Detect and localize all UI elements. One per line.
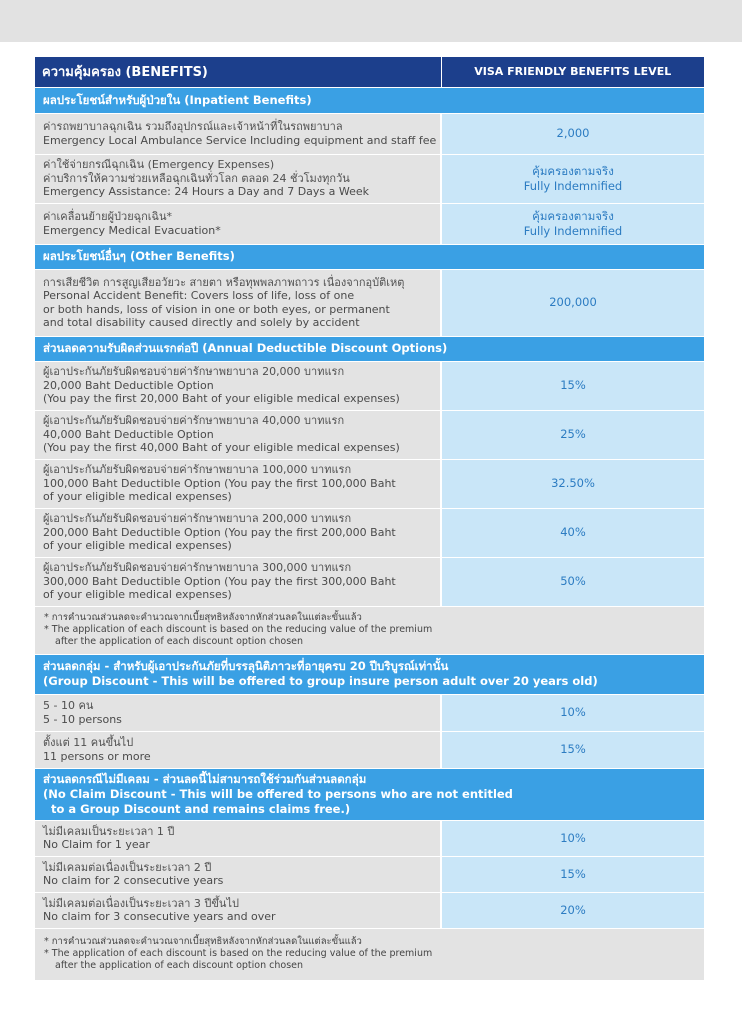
- footnote-row: [35, 606, 704, 654]
- row-value: 50%: [441, 557, 704, 606]
- row-text: Personal Accident Benefit: Covers loss of life, loss of one: [43, 289, 355, 302]
- footnote: [35, 928, 704, 980]
- table-row: [35, 459, 704, 508]
- row-value: 10%: [441, 820, 704, 856]
- row-text: ไม่มีเคลมต่อเนื่องเป็นระยะเวลา 3 ปีขึ้นไป: [43, 896, 239, 910]
- row-text: 11 persons or more: [43, 749, 151, 763]
- footnote-row: [35, 928, 704, 980]
- row-text: 100,000 Baht Deductible Option (You pay the first 100,000 Baht: [43, 476, 396, 490]
- row-text: No claim for 3 consecutive years and over: [43, 910, 276, 923]
- section-title-line: ส่วนลดกลุ่ม - สำหรับผู้เอาประกันภัยที่บรรลุนิติภาวะที่อายุครบ 20 ปีบริบูรณ์เท่านั้น: [43, 659, 449, 673]
- row-text: ตั้งแต่ 11 คนขึ้นไป: [43, 736, 134, 749]
- row-description: [35, 154, 441, 203]
- row-text: ผู้เอาประกันภัยรับผิดชอบจ่ายค่ารักษาพยาบาล 200,000 บาทแรก: [43, 512, 352, 526]
- row-description: [35, 856, 441, 892]
- table-row: [35, 731, 704, 768]
- row-text: ไม่มีเคลมต่อเนื่องเป็นระยะเวลา 2 ปี: [43, 860, 212, 874]
- section-title: ผลประโยชน์สำหรับผู้ป่วยใน (Inpatient Benefits): [35, 87, 704, 113]
- row-description: [35, 557, 441, 606]
- footnote-text: * การคำนวณส่วนลดจะคำนวณจากเบี้ยสุทธิหลังจากหักส่วนลดในแต่ละขั้นแล้ว: [44, 612, 362, 623]
- row-text: of your eligible medical expenses): [43, 588, 232, 602]
- row-text: 300,000 Baht Deductible Option (You pay the first 300,000 Baht: [43, 574, 396, 588]
- row-description: [35, 113, 441, 154]
- table-row: [35, 557, 704, 606]
- row-text: ค่าบริการให้ความช่วยเหลือฉุกเฉินทั่วโลก ตลอด 24 ชั่วโมงทุกวัน: [43, 171, 350, 185]
- row-text: of your eligible medical expenses): [43, 539, 232, 553]
- row-text: No Claim for 1 year: [43, 838, 150, 851]
- row-text: ผู้เอาประกันภัยรับผิดชอบจ่ายค่ารักษาพยาบาล 40,000 บาทแรก: [43, 414, 345, 428]
- table-row: [35, 154, 704, 203]
- row-text: ค่าใช้จ่ายกรณีฉุกเฉิน (Emergency Expenses): [43, 158, 275, 172]
- table-row: [35, 820, 704, 856]
- header-benefits-level: VISA FRIENDLY BENEFITS LEVEL: [441, 57, 704, 87]
- row-text: Emergency Assistance: 24 Hours a Day and 7 Days a Week: [43, 185, 370, 199]
- table-row: [35, 694, 704, 731]
- row-description: [35, 731, 441, 768]
- row-value: [441, 203, 704, 244]
- table-row: [35, 892, 704, 928]
- section-title-line: ส่วนลดกรณีไม่มีเคลม - ส่วนลดนี้ไม่สามารถใช้ร่วมกันส่วนลดกลุ่ม: [43, 771, 367, 786]
- row-description: [35, 694, 441, 731]
- row-value: 15%: [441, 731, 704, 768]
- row-value-thai: คุ้มครองตามจริง: [532, 208, 614, 223]
- row-value: 200,000: [441, 269, 704, 336]
- row-text: 20,000 Baht Deductible Option: [43, 378, 214, 392]
- section-other: [35, 244, 704, 269]
- footnote-text: * การคำนวณส่วนลดจะคำนวณจากเบี้ยสุทธิหลังจากหักส่วนลดในแต่ละขั้นแล้ว: [44, 936, 362, 948]
- row-description: [35, 508, 441, 557]
- benefits-table: [35, 57, 704, 980]
- row-description: [35, 892, 441, 928]
- row-description: [35, 410, 441, 459]
- row-text: ค่ารถพยาบาลฉุกเฉิน รวมถึงอุปกรณ์และเจ้าหน้าที่ในรถพยาบาล: [43, 120, 343, 133]
- row-value: 25%: [441, 410, 704, 459]
- section-group-discount: [35, 654, 704, 694]
- section-inpatient: [35, 87, 704, 113]
- section-title: ผลประโยชน์อื่นๆ (Other Benefits): [35, 244, 704, 269]
- header-benefits: ความคุ้มครอง (BENEFITS): [35, 57, 441, 87]
- section-deductible: [35, 336, 704, 361]
- table-row: [35, 269, 704, 336]
- row-text: and total disability caused directly and solely by accident: [43, 316, 360, 329]
- row-value: 15%: [441, 361, 704, 410]
- table-row: [35, 203, 704, 244]
- table-row: [35, 508, 704, 557]
- row-text: ค่าเคลื่อนย้ายผู้ป่วยฉุกเฉิน*: [43, 210, 173, 223]
- table-row: [35, 113, 704, 154]
- row-text: 5 - 10 คน: [43, 699, 94, 712]
- row-text: of your eligible medical expenses): [43, 490, 232, 504]
- benefits-table-container: [35, 57, 704, 980]
- section-title-line: to a Group Discount and remains claims free.): [51, 801, 351, 816]
- row-value-thai: คุ้มครองตามจริง: [532, 163, 614, 178]
- row-value: 15%: [441, 856, 704, 892]
- table-row: [35, 856, 704, 892]
- row-value-en: Fully Indemnified: [523, 178, 623, 193]
- row-text: (You pay the first 20,000 Baht of your eligible medical expenses): [43, 392, 400, 406]
- row-text: 200,000 Baht Deductible Option (You pay the first 200,000 Baht: [43, 525, 396, 539]
- section-no-claim-discount: [35, 768, 704, 820]
- row-description: [35, 269, 441, 336]
- row-text: Emergency Medical Evacuation*: [43, 223, 221, 237]
- footnote: [35, 606, 704, 654]
- row-text: 5 - 10 persons: [43, 712, 122, 726]
- row-value: 40%: [441, 508, 704, 557]
- footnote-text: * The application of each discount is based on the reducing value of the premium: [44, 948, 433, 960]
- row-text: ผู้เอาประกันภัยรับผิดชอบจ่ายค่ารักษาพยาบาล 20,000 บาทแรก: [43, 365, 345, 379]
- section-title: [35, 654, 704, 694]
- row-value: [441, 154, 704, 203]
- row-value: 20%: [441, 892, 704, 928]
- footnote-text: * The application of each discount is based on the reducing value of the premium: [44, 624, 433, 635]
- section-title: [35, 768, 704, 820]
- row-text: ผู้เอาประกันภัยรับผิดชอบจ่ายค่ารักษาพยาบาล 300,000 บาทแรก: [43, 561, 352, 575]
- row-text: ไม่มีเคลมเป็นระยะเวลา 1 ปี: [43, 824, 175, 838]
- footnote-text: after the application of each discount option chosen: [55, 960, 304, 972]
- row-description: [35, 820, 441, 856]
- row-text: 40,000 Baht Deductible Option: [43, 427, 214, 441]
- row-description: [35, 361, 441, 410]
- row-description: [35, 203, 441, 244]
- section-title-line: (Group Discount - This will be offered to group insure person adult over 20 years old): [43, 674, 598, 688]
- row-description: [35, 459, 441, 508]
- footnote-text: after the application of each discount option chosen: [55, 636, 304, 647]
- table-row: [35, 361, 704, 410]
- row-value: 32.50%: [441, 459, 704, 508]
- table-row: [35, 410, 704, 459]
- row-text: ผู้เอาประกันภัยรับผิดชอบจ่ายค่ารักษาพยาบาล 100,000 บาทแรก: [43, 463, 352, 477]
- row-text: การเสียชีวิต การสูญเสียอวัยวะ สายตา หรือทุพพลภาพถาวร เนื่องจากอุบัติเหตุ: [43, 275, 405, 289]
- section-title-line: (No Claim Discount - This will be offered to persons who are not entitled: [43, 786, 513, 801]
- top-bar: [0, 0, 742, 42]
- row-value-en: Fully Indemnified: [523, 223, 623, 238]
- row-text: (You pay the first 40,000 Baht of your eligible medical expenses): [43, 441, 400, 455]
- row-text: or both hands, loss of vision in one or both eyes, or permanent: [43, 302, 390, 316]
- row-value: 10%: [441, 694, 704, 731]
- row-text: Emergency Local Ambulance Service Including equipment and staff fee: [43, 133, 437, 147]
- section-title: ส่วนลดความรับผิดส่วนแรกต่อปี (Annual Deductible Discount Options): [35, 336, 704, 361]
- row-text: No claim for 2 consecutive years: [43, 874, 224, 887]
- table-header: [35, 57, 704, 87]
- row-value: 2,000: [441, 113, 704, 154]
